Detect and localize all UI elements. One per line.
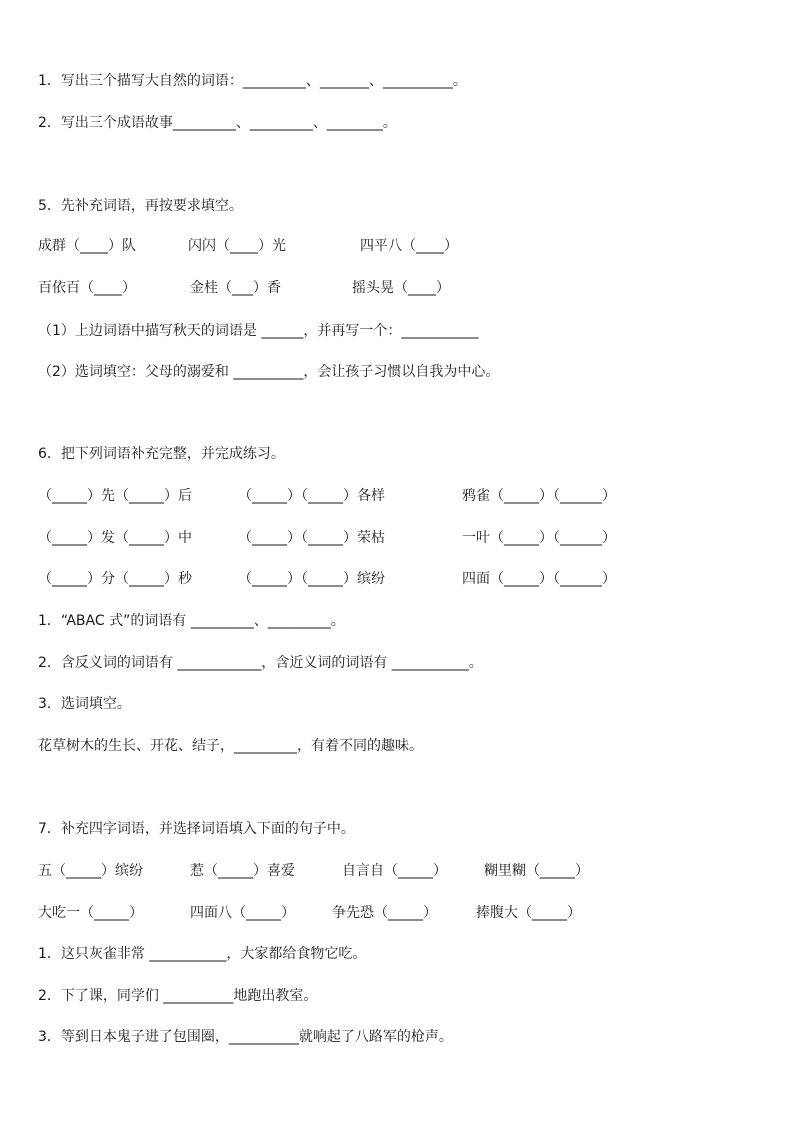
q5-item: 摇头晃（____）: [352, 280, 450, 296]
question-5-title: 5．先补充词语，再按要求填空。: [38, 198, 243, 214]
q6-item: （_____）（_____）荣枯: [238, 530, 385, 546]
question-2: 2．写出三个成语故事_________、_________、________。: [38, 115, 397, 131]
q5-item: 成群（____）队: [38, 238, 136, 254]
q7-item: 四面八（_____）: [190, 905, 295, 921]
q6-item: 一叶（_____）（______）: [462, 530, 616, 546]
q6-item: 鸦雀（_____）（______）: [462, 488, 616, 504]
question-5-sub-2: （2）选词填空：父母的溺爱和 __________，会让孩子习惯以自我为中心。: [38, 364, 500, 380]
question-6-sub-1: 1．“ABAC 式”的词语有 _________、_________。: [38, 613, 345, 629]
question-7-sub-1: 1．这只灰雀非常 ___________，大家都给食物它吃。: [38, 946, 367, 962]
q6-item: 四面（_____）（______）: [462, 571, 616, 587]
question-6-sub-2: 2．含反义词的词语有 ____________，含近义词的词语有 ___________。: [38, 655, 483, 671]
q6-item: （_____）（_____）各样: [238, 488, 385, 504]
q7-item: 惹（_____）喜爱: [190, 863, 295, 879]
question-7-sub-3: 3．等到日本鬼子进了包围圈，__________就响起了八路军的枪声。: [38, 1029, 453, 1045]
q6-item: （_____）（_____）缤纷: [238, 571, 385, 587]
q5-item: 金桂（___）香: [190, 280, 281, 296]
question-5-sub-1: （1）上边词语中描写秋天的词语是 ______，并再写一个：___________: [38, 323, 479, 339]
q6-item: （_____）先（_____）后: [38, 488, 192, 504]
q5-item: 百依百（____）: [38, 280, 136, 296]
q7-item: 捧腹大（_____）: [476, 905, 581, 921]
q7-item: 五（_____）缤纷: [38, 863, 143, 879]
q5-item: 四平八（____）: [360, 238, 458, 254]
q6-item: （_____）分（_____）秒: [38, 571, 192, 587]
q7-item: 自言自（_____）: [342, 863, 447, 879]
question-7-sub-2: 2．下了课，同学们 __________地跑出教室。: [38, 988, 318, 1004]
question-7-title: 7．补充四字词语，并选择词语填入下面的句子中。: [38, 821, 355, 837]
question-1: 1．写出三个描写大自然的词语：_________、_______、__________。: [38, 73, 467, 89]
q7-item: 大吃一（_____）: [38, 905, 143, 921]
q7-item: 争先恐（_____）: [332, 905, 437, 921]
question-6-title: 6．把下列词语补充完整，并完成练习。: [38, 446, 285, 462]
question-6-sub-4: 花草树木的生长、开花、结子，_________，有着不同的趣味。: [38, 738, 423, 754]
q5-item: 闪闪（____）光: [188, 238, 286, 254]
q6-item: （_____）发（_____）中: [38, 530, 192, 546]
q7-item: 糊里糊（_____）: [484, 863, 589, 879]
question-6-sub-3: 3．选词填空。: [38, 696, 131, 712]
